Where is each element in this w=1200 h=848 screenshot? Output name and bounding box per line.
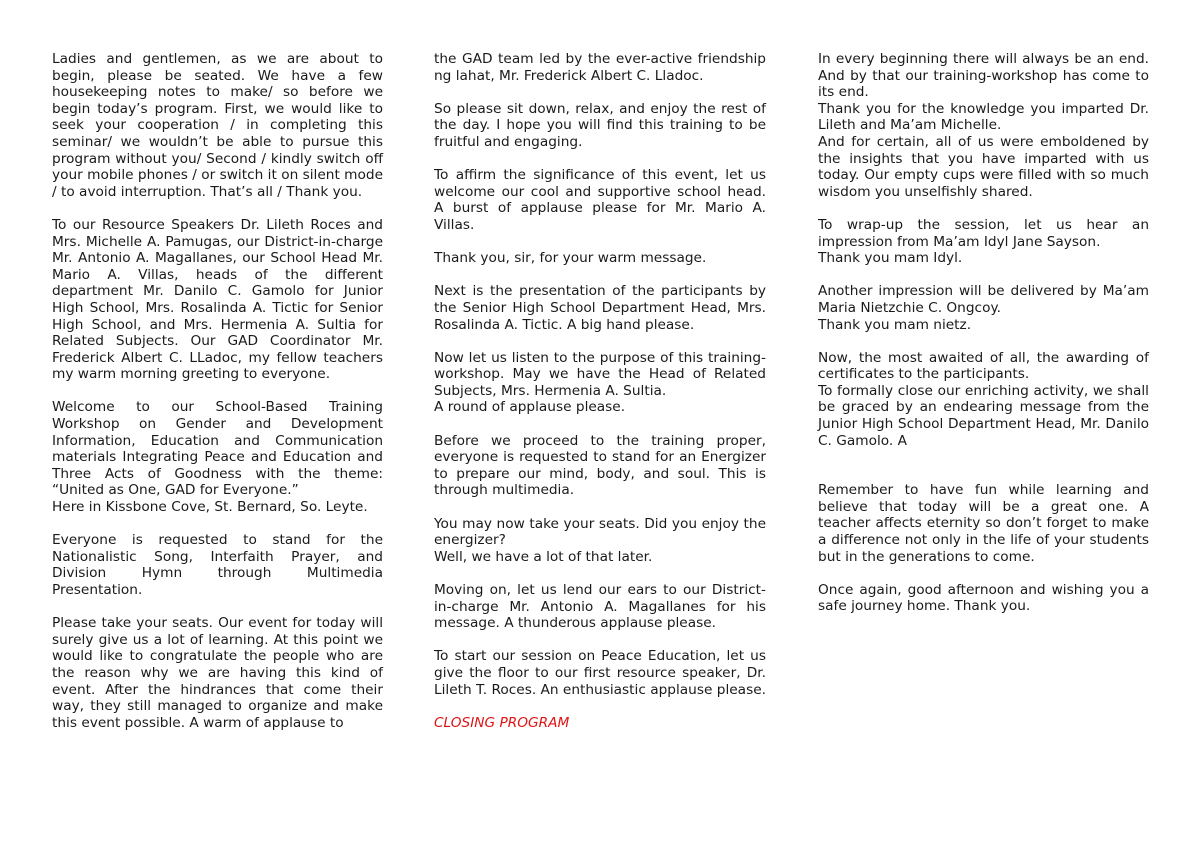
column-left [52,51,383,748]
impression-paragraph: Another impression will be delivered by Ma’am Maria Nietzchie C. Ongcoy. [818,283,1149,316]
relax-paragraph: So please sit down, relax, and enjoy the rest of the day. I hope you will find this training to be fruitful and engaging. [434,100,766,150]
thanks-nietz-line: Thank you mam nietz. [818,316,972,333]
closing-message-paragraph: To formally close our enriching activity, we shall be graced by an endearing message from the Junior High School Department Head, Mr. Danilo C. Gamolo. A [818,382,1149,449]
housekeeping-paragraph: Ladies and gentlemen, as we are about to begin, please be seated. We have a few housekeeping notes to make/ so before we begin today’s program. First, we would like to seek your cooperation / in completing this seminar/ we wouldn’t be able to pursue this program without you/ Second / kindly switch off your mobile phones / or switch it on silent mode / to avoid interruption. That’s all / Thank you. [52,51,383,200]
venue-line: Here in Kissbone Cove, St. Bernard, So. Leyte. [52,499,368,516]
closing-program-heading: CLOSING PROGRAM [434,714,570,731]
gad-team-paragraph: the GAD team led by the ever-active friendship ng lahat, Mr. Frederick Albert C. Lladoc. [434,51,766,84]
awarding-paragraph: Now, the most awaited of all, the awarding of certificates to the participants. [818,349,1149,383]
energizer-paragraph: Before we proceed to the training proper, everyone is requested to stand for an Energizer to prepare our mind, body, and soul. This is through multimedia. [434,432,766,499]
applause-line: A round of applause please. [434,399,626,416]
ending-paragraph: In every beginning there will always be an end. And by that our training-workshop has come to its end. [818,51,1149,101]
anthem-paragraph: Everyone is requested to stand for the Nationalistic Song, Interfaith Prayer, and Division Hymn through Multimedia Presentation. [52,532,383,598]
column-middle [434,51,766,748]
wrap-up-paragraph: To wrap-up the session, let us hear an impression from Ma’am Idyl Jane Sayson. [818,216,1149,250]
reminder-paragraph: Remember to have fun while learning and believe that today will be a great one. A teacher affects eternity so don’t forget to make a difference not only in the life of your students but in the generations to come. [818,482,1149,565]
welcome-paragraph: Welcome to our School-Based Training Workshop on Gender and Development Information, Education and Communication materials Integrating Peace and Education and Three Acts of Goodness with the theme: “United as One, GAD for Everyone.” [52,399,383,499]
later-line: Well, we have a lot of that later. [434,548,653,565]
farewell-paragraph: Once again, good afternoon and wishing you a safe journey home. Thank you. [818,581,1149,615]
emboldened-paragraph: And for certain, all of us were emboldened by the insights that you have imparted with us today. Our empty cups were filled with so much wisdom you unselfishly shared. [818,133,1149,200]
district-message-paragraph: Moving on, let us lend our ears to our District-in-charge Mr. Antonio A. Magallanes for his message. A thunderous applause please. [434,582,766,632]
column-right [818,51,1149,632]
thank-you-sir-line: Thank you, sir, for your warm message. [434,250,707,267]
purpose-paragraph: Now let us listen to the purpose of this training-workshop. May we have the Head of Related Subjects, Mrs. Hermenia A. Sultia. [434,349,766,399]
school-head-paragraph: To affirm the significance of this event, let us welcome our cool and supportive school head. A burst of applause please for Mr. Mario A. Villas. [434,167,766,233]
thanks-idyl-line: Thank you mam Idyl. [818,250,963,267]
congratulations-paragraph: Please take your seats. Our event for today will surely give us a lot of learning. At this point we would like to congratulate the people who are the reason why we are having this kind of event. After the hindrances that come their way, they still managed to organize and make this event possible. A warm of applause to [52,615,383,731]
greetings-paragraph: To our Resource Speakers Dr. Lileth Roces and Mrs. Michelle A. Pamugas, our District-in-charge Mr. Antonio A. Magallanes, our School Head Mr. Mario A. Villas, heads of the different department Mr. Danilo C. Gamolo for Junior High School, Mrs. Rosalinda A. Tictic for Senior High School, and Mrs. Hermenia A. Sultia for Related Subjects. Our GAD Coordinator Mr. Frederick Albert C. LLadoc, my fellow teachers my warm morning greeting to everyone. [52,216,383,383]
take-seats-line: You may now take your seats. Did you enjoy the energizer? [434,515,766,549]
peace-education-paragraph: To start our session on Peace Education, let us give the floor to our first resource speaker, Dr. Lileth T. Roces. An enthusiastic applause please. [434,648,766,698]
thanks-speakers-line: Thank you for the knowledge you imparted Dr. Lileth and Ma’am Michelle. [818,100,1149,134]
participants-paragraph: Next is the presentation of the participants by the Senior High School Department Head, Mrs. Rosalinda A. Tictic. A big hand please. [434,283,766,333]
